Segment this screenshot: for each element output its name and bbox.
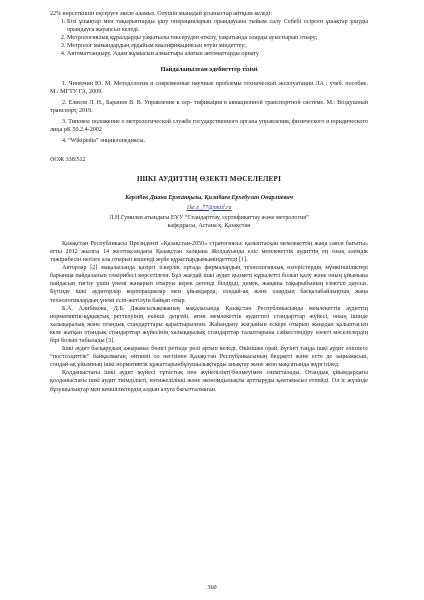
intro-text: 22% көрсеткішін еңсеруге әкеле аламыз. Олушін мынадай ұсыныстар айтқым келеді: [50,11,273,17]
reference-item: 1. Чинючин Ю. М. Методология и современные научные проблемы технической эксплуатации ЛА : учеб. пособие. М.: МГТУ ГА, 2009. [50,80,368,95]
references-heading: Пайдаланылған әдебиеттер тізімі [160,65,258,73]
body-paragraph: Б.А. Алибекова, Д.Б. Джаксылыкованың мақаласында Қазақстан Республикасында мемлекеттік аудиттің нормативтік-құқықтық реттелуінің екінші деңгейі, яғни мемлекеттік аудиттегі стандарттар жүйесі, оның ішінде халықаралық және отандық стандарттары қарастырылған. Жаһандану жағдайын ескере отырып жаңадан қалыптасып келе жатқан отандық стандарттар жүйесінің халықаралық стандарттар талаптарына сәйкестендіру өзекті мәселелердің бірі болып табылады [3]. [50,305,368,344]
article-body [50,240,368,394]
author-email-link[interactable]: 1ke.e_77@mail.ru [186,204,232,211]
reference-item: 3. Типовое положение о метрологической службе государственного органа управления, физического и юридического лица рК 50.2.4-2002 [50,119,368,134]
references-list [50,80,368,146]
affiliation-line: кафедрасы, Астана қ. Қазақстан [167,222,251,229]
recommendation-item: 1. Бізі ұшақтар мен тақырыптарды ұшу операцияларын орындауына тыйым салу Себебі есірсен ұшақтар ұшуды орындауға жауапсыз келеді. [67,18,368,34]
affiliation-line: Л.Н.Гумилев атындағы ЕҰУ “Стандарттау, сертификаттау және метрология” [109,214,309,221]
article-authors: Керлібек Диана Ержанқызы, Қилибаев Ерхебулан Онарлиевич [125,194,293,201]
body-paragraph: Авторлар [2] мақаласында қазіргі іскерлік ортада фирмалардың технологиялық өзгерістердің мүмкіншіліктері барынша пайдаланып тәжірибесі көрсетілген. Бұл жағдай ішкі аудит қызметі кұрылетті болып қалу және оның ұйымына пайдасын тигізу үшін үнемі жаңарып отыруы керек дегенді білдірді, демек, жаңаша тақырыбының езектілі даусыз. Бүгінде ішкі аудиторлар корпорациялар мен ұйымдарда, сондай-ақ және олардың басқалабайлықтың жаңа технологиялардың үнемі есіп-жетілуін байқап отыр. [50,265,368,304]
reference-item: 2. Елисов Л. Н., Баранов В. В. Управление к сер- тификация в авиационной транспортной системе. М.: Воздушный транспорт, 2019. [50,99,368,114]
body-paragraph: Ішкі аудит басқарудың ажырамас бөлігі ретінде рөлі артып келеді. Өкінішке орай, бүгінгі таңда ішкі аудит әліппесе “постсоциттік” байқалмаған, өйткені ол негізінен Қазақстан Республикасының бюджеті және есте де заңнамасын, сондай-ақ ұйымның ішкі нормативтік құжаттарынбұзушылықтарды анықтау және жою мақсатында жүргізілед. [50,346,368,369]
page-number: 360 [207,584,217,591]
page-content [50,10,368,394]
udk-code: ӘОЖ 338:512 [50,157,86,164]
body-paragraph: Қолданыстағы ішкі аудит жүйесі тұтастық пен жүйелілікті/бөлмеуімен сипатталады. Отандық ұйымдардағы қолданыстағы ішкі аудит тиімділікті, нәтижеліліккі және экономдылықты арттыруды қамтамасыз етпейді. Ол іс жүзінде бұзушылықтар мен кемшіліктердің алдын алуға бағытталмаған. [50,370,368,393]
recommendation-item: 4. Автоматтандыру. Адам жұмысын алмастыра алатын автоматтарды орнату. [67,50,368,58]
recommendations-list [50,18,368,58]
body-paragraph: Қазақстан Республикасы Президенті «Қазақстан-2050» стратегиясы: қалыптасқан мемлекеттің жаңа саяси бағыты» атты 2012 жылғы 14 желтоқсандағы Қазақстан халқына Жолдауында еліс мемлекеттік аудиттің ең озық әлемдік тәжірибесін негізге ала отырып кешенді жүйе құрастырдымыміндеттеді [1]. [50,240,368,264]
recommendation-item: 2. Метрологиялық құралдарды уақытылы тексеруден өткізу, уақытында оларды ауыстырып отыру; [67,34,368,42]
article-title: ІШКІ АУДИТТІҢ ӨЗЕКТІ МӘСЕЛЕЛЕРІ [136,175,282,184]
reference-item: 4. “Wikipedia” энциклопедиясы. [62,138,145,145]
recommendation-item: 3. Метролог мамандардың әрдайым квалификациясын өтуін міндеттеу; [67,42,368,50]
